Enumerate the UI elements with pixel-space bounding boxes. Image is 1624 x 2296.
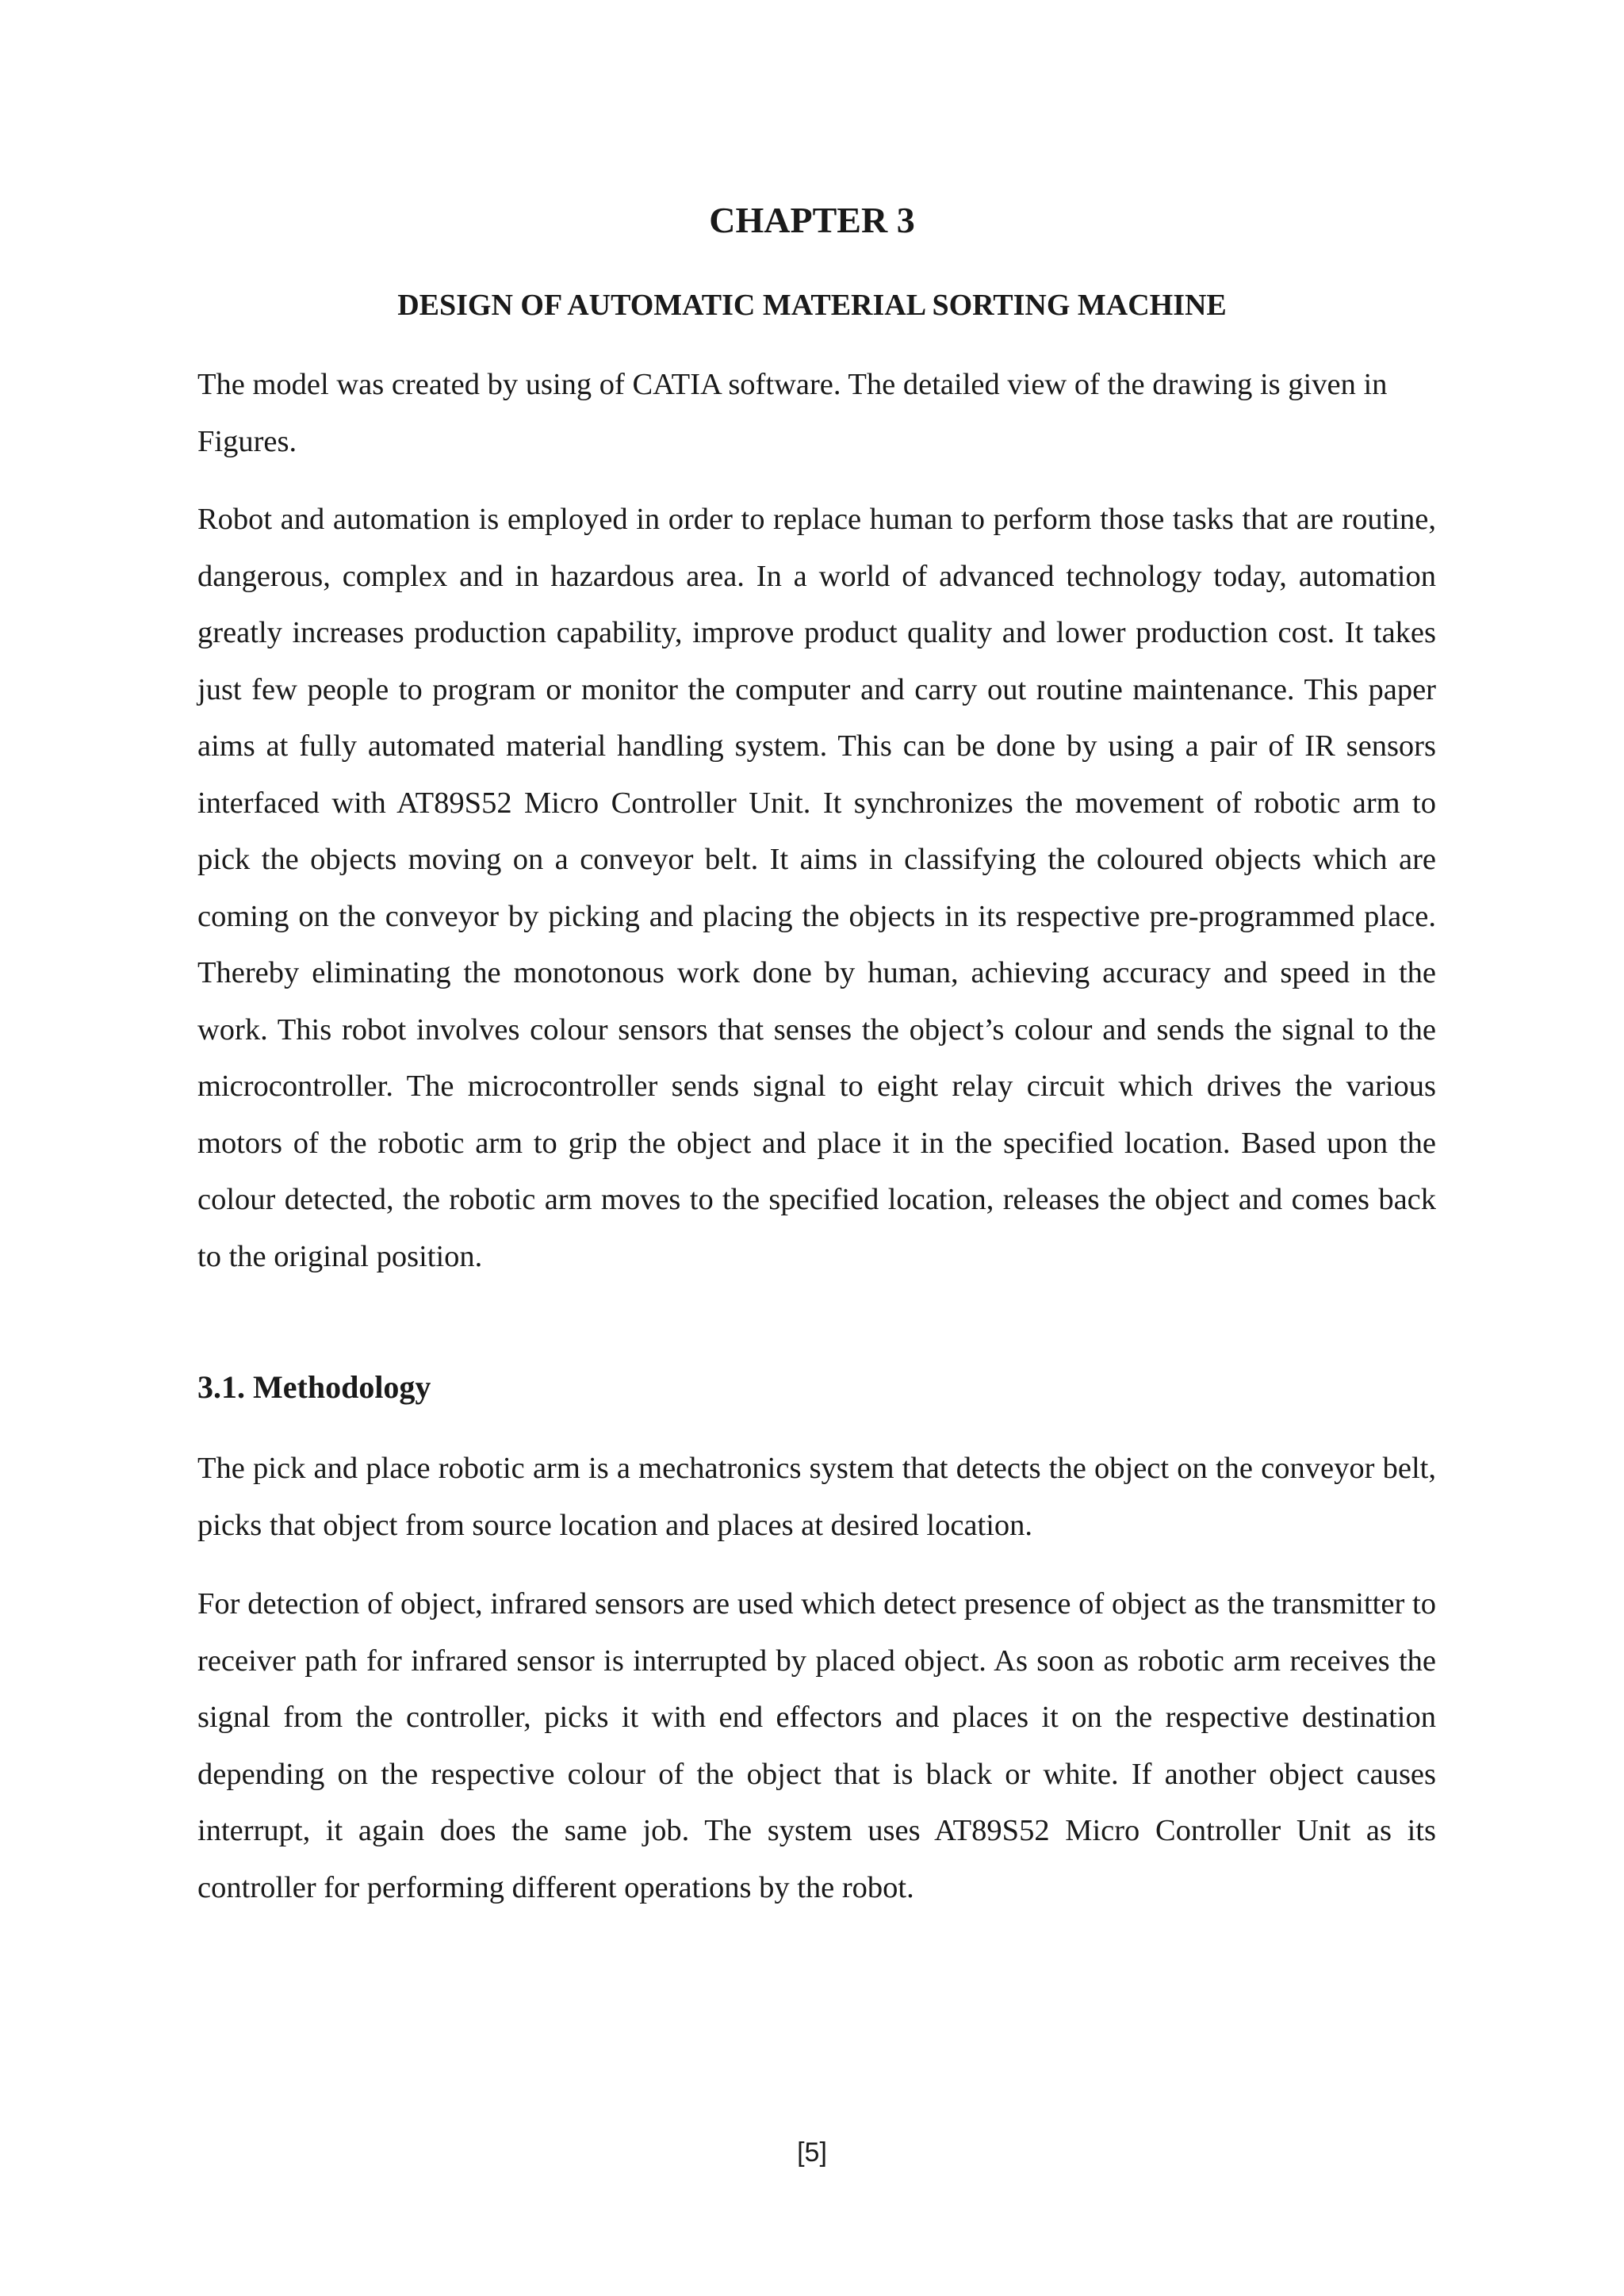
robot-automation-paragraph: Robot and automation is employed in order to replace human to perform those tasks that are routine, dangerous, complex and in hazardous area. In a world of advanced technology today, automation greatly increases production capability, improve product quality and lower production cost. It takes just few people to program or monitor the computer and carry out routine maintenance. This paper aims at fully automated material handling system. This can be done by using a pair of IR sensors interfaced with AT89S52 Micro Controller Unit. It synchronizes the movement of robotic arm to pick the objects moving on a conveyor belt. It aims in classifying the coloured objects which are coming on the conveyor by picking and placing the objects in its respective pre-programmed place. Thereby eliminating the monotonous work done by human, achieving accuracy and speed in the work. This robot involves colour sensors that senses the object’s colour and sends the signal to the microcontroller. The microcontroller sends signal to eight relay circuit which drives the various motors of the robotic arm to grip the object and place it in the specified location. Based upon the colour detected, the robotic arm moves to the specified location, releases the object and comes back to the original position. (197, 503, 1436, 1273)
chapter-number: CHAPTER 3 (709, 200, 915, 240)
section-heading-methodology: 3.1. Methodology (197, 1369, 431, 1405)
page-number: [5] (797, 2137, 827, 2168)
chapter-title: DESIGN OF AUTOMATIC MATERIAL SORTING MACHINE (397, 289, 1227, 322)
methodology-paragraph-2: For detection of object, infrared sensors are used which detect presence of object as the transmitter to receiver path for infrared sensor is interrupted by placed object. As soon as robotic arm receives the signal from the controller, picks it with end effectors and places it on the respective destination depending on the respective colour of the object that is black or white. If another object causes interrupt, it again does the same job. The system uses AT89S52 Micro Controller Unit as its controller for performing different operations by the robot. (197, 1587, 1436, 1904)
intro-paragraph: The model was created by using of CATIA software. The detailed view of the drawing is given in Figures. (197, 368, 1388, 458)
methodology-paragraph-1: The pick and place robotic arm is a mechatronics system that detects the object on the conveyor belt, picks that object from source location and places at desired location. (197, 1452, 1436, 1542)
